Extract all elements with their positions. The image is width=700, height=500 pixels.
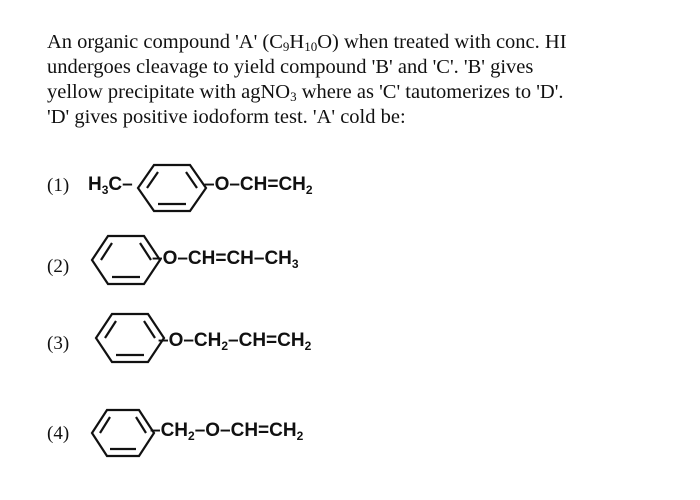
benzene-ring-icon — [136, 163, 208, 213]
option-number: (2) — [47, 256, 70, 277]
substituent-label: $-CH_2-O-CH=CH_2$ — [150, 420, 304, 443]
question-line-1: An organic compound 'A' $(C_9H_{10}O)$ when treated with conc. HI — [47, 31, 567, 54]
question-line-2: undergoes cleavage to yield compound 'B' and 'C'. 'B' gives — [47, 56, 534, 78]
substituent-label: $-O-CH=CH-CH_3$ — [152, 248, 299, 271]
benzene-ring-icon — [94, 312, 166, 364]
question-line-4: 'D' gives positive iodoform test. 'A' cold be: — [47, 106, 406, 128]
option-number: (1) — [47, 175, 70, 196]
benzene-ring-icon — [90, 408, 156, 458]
option-number: (4) — [47, 423, 70, 444]
option-number: (3) — [47, 333, 70, 354]
question-text — [47, 30, 637, 130]
question-line-3: yellow precipitate with agNO$_3$ where as 'C' tautomerizes to 'D'. — [47, 81, 564, 104]
substituent-label: $-O-CH=CH_2$ — [204, 174, 313, 197]
substituent-label: $-O-CH_2-CH=CH_2$ — [158, 330, 312, 353]
methyl-group-label: $H_3C-$ — [88, 174, 133, 197]
